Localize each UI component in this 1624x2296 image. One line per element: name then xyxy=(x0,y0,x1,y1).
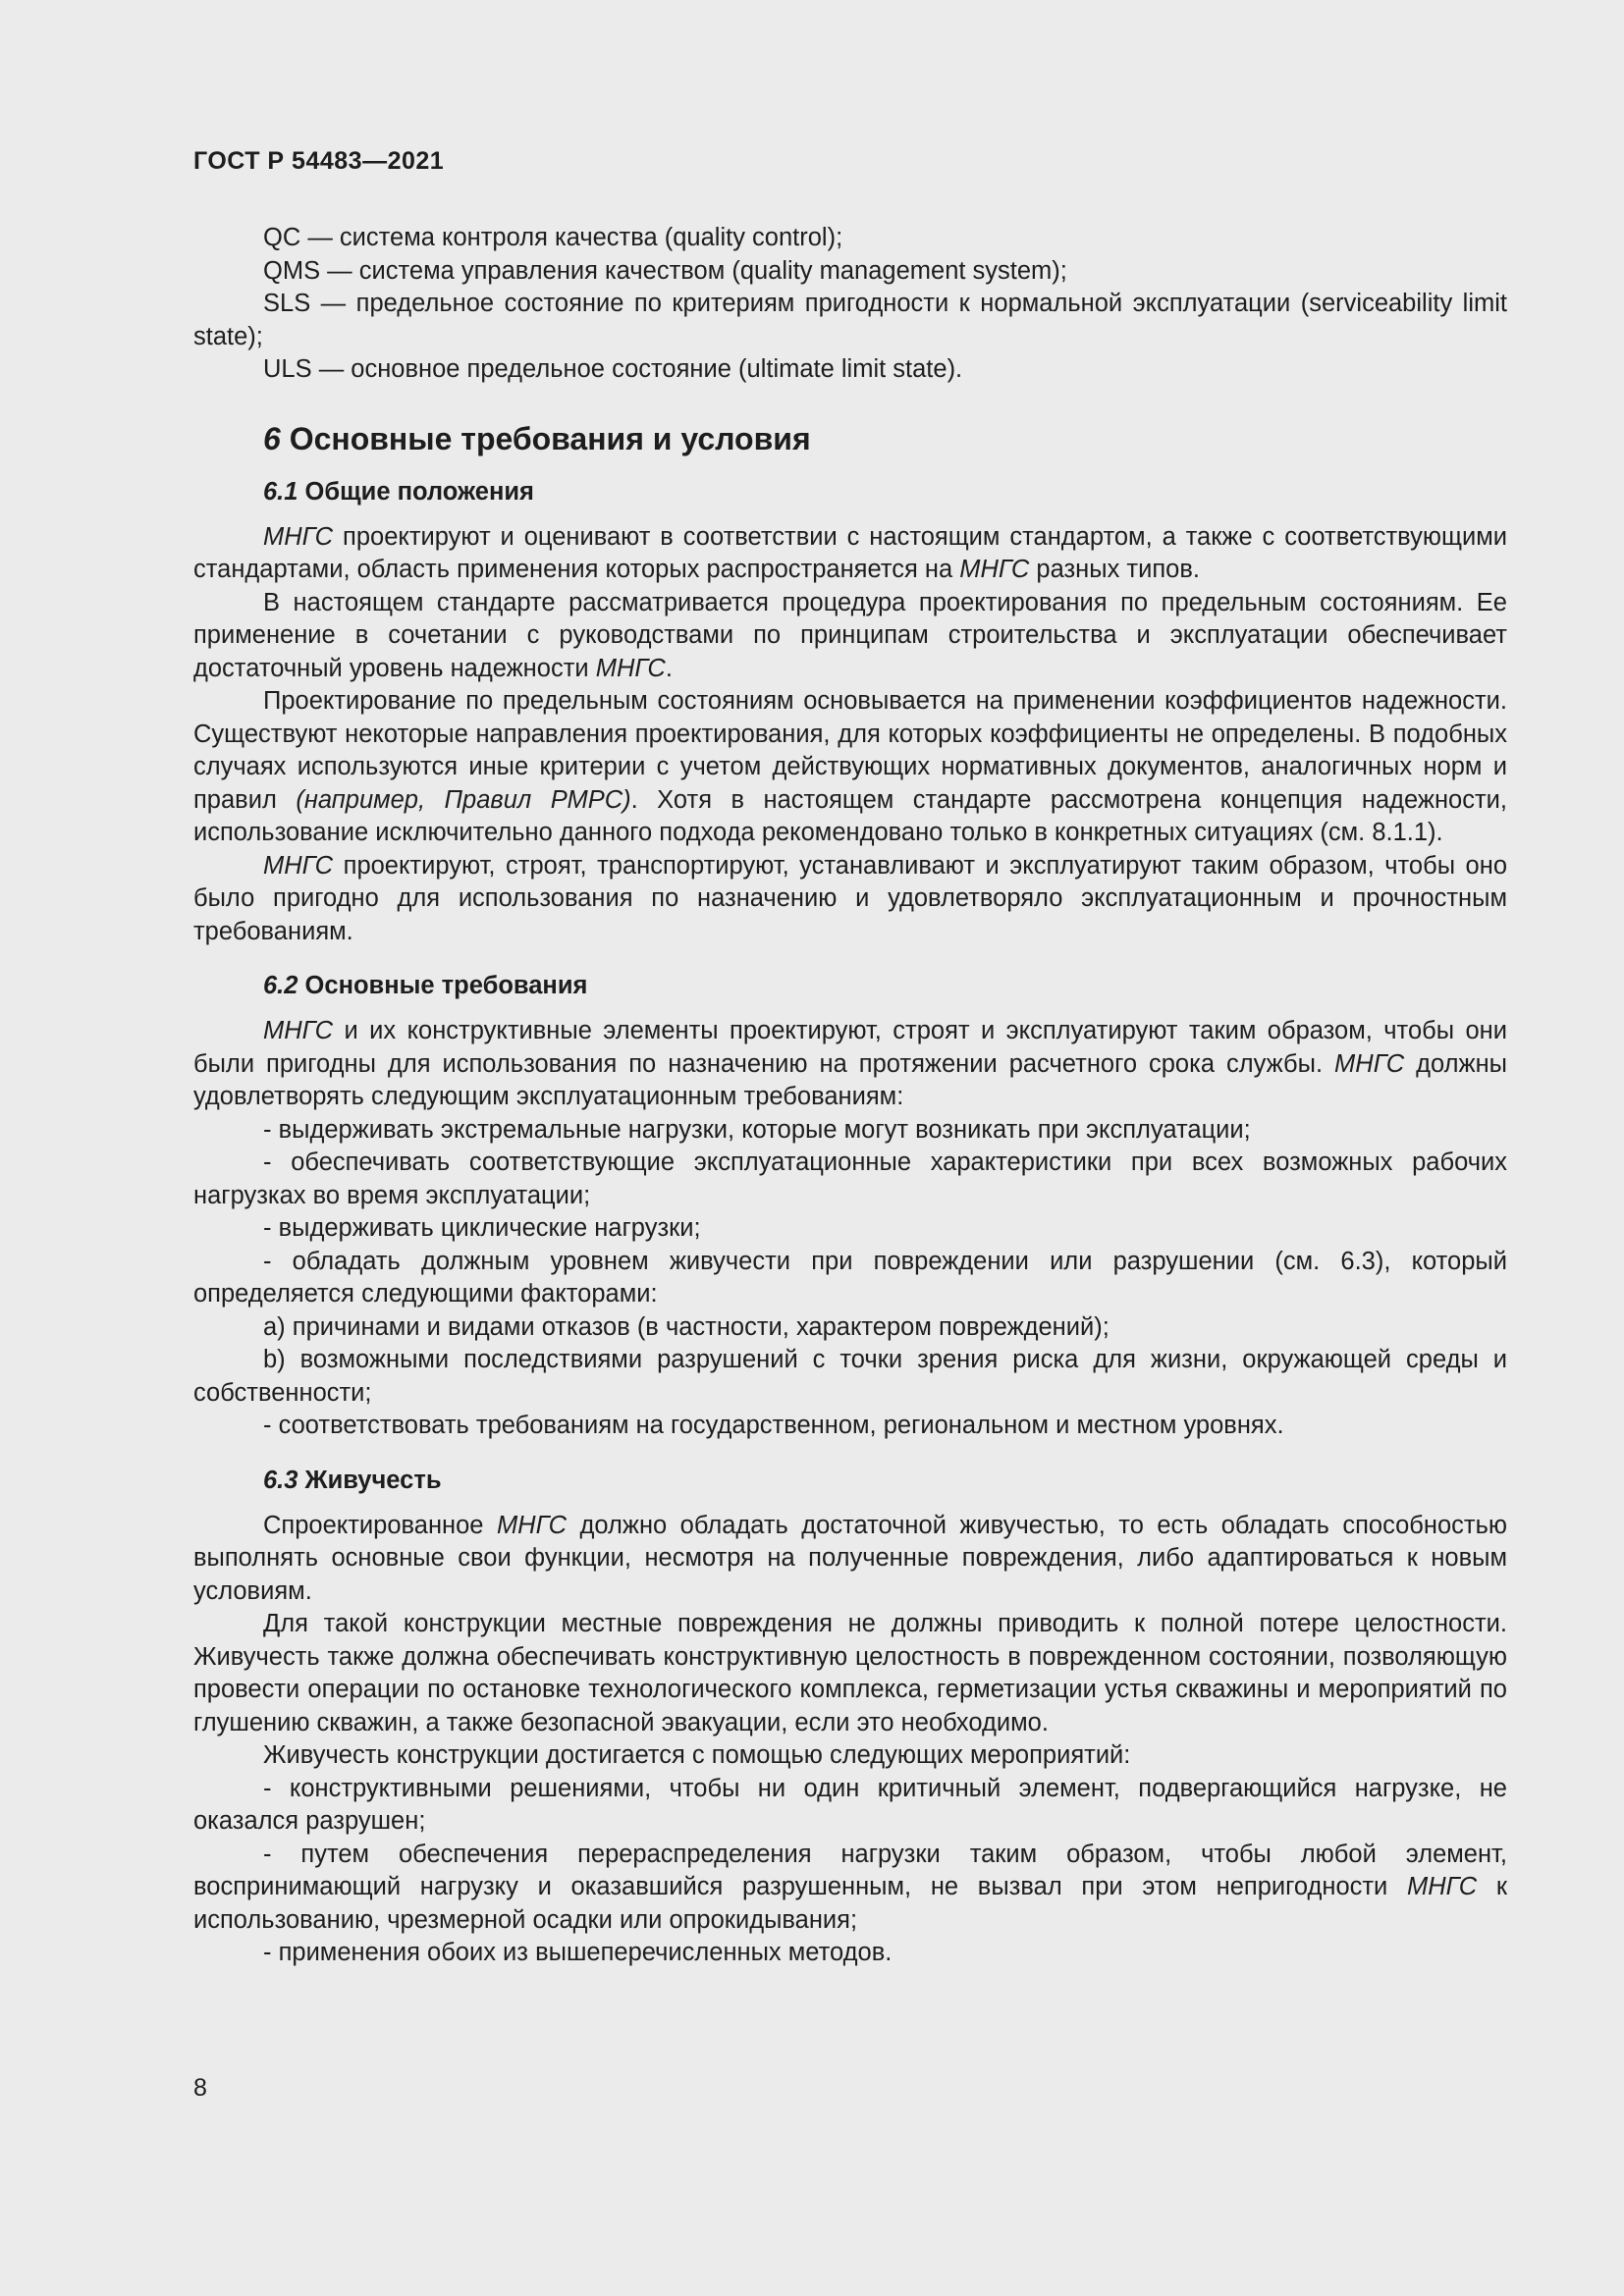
list-item: - выдерживать циклические нагрузки; xyxy=(263,1214,701,1242)
subsection-6-3-heading xyxy=(263,1465,1507,1497)
paragraph: МНГС проектируют и оценивают в соответствии с настоящим стандартом, а также с соответствующими стандартами, область применения которых распространяется на МНГС разных типов. xyxy=(193,522,1507,583)
paragraph: Спроектированное МНГС должно обладать достаточной живучестью, то есть обладать способностью выполнять основные свои функции, несмотря на полученные повреждения, либо адаптироваться к новым условиям. xyxy=(193,1511,1507,1605)
list-item: - обеспечивать соответствующие эксплуатационные характеристики при всех возможных рабочих нагрузках во время эксплуатации; xyxy=(193,1148,1507,1209)
list-item: - соответствовать требованиям на государственном, региональном и местном уровнях. xyxy=(263,1412,1284,1439)
abbreviation-sls: SLS — предельное состояние по критериям пригодности к нормальной эксплуатации (serviceability limit state); xyxy=(193,290,1507,350)
paragraph: Живучесть конструкции достигается с помощью следующих мероприятий: xyxy=(263,1741,1131,1769)
section-6-heading xyxy=(263,419,1507,458)
subsection-title: Общие положения xyxy=(304,477,534,506)
list-item: - конструктивными решениями, чтобы ни один критичный элемент, подвергающийся нагрузке, не оказался разрушен; xyxy=(193,1774,1507,1835)
list-item: b) возможными последствиями разрушений с точки зрения риска для жизни, окружающей среды и собственности; xyxy=(193,1346,1507,1407)
subsection-number: 6.2 xyxy=(263,972,298,999)
abbreviation-uls: ULS — основное предельное состояние (ultimate limit state). xyxy=(263,355,963,383)
paragraph: В настоящем стандарте рассматривается процедура проектирования по предельным состояниям. Ее применение в сочетании с руководствами по принципам строительства и эксплуатации обеспечивает достаточный уровень надежности МНГС. xyxy=(193,588,1507,682)
page-number: 8 xyxy=(193,2074,207,2102)
abbreviation-qc: QC — система контроля качества (quality control); xyxy=(263,224,843,251)
list-item: - применения обоих из вышеперечисленных методов. xyxy=(263,1939,893,1966)
section-title: Основные требования и условия xyxy=(289,420,811,456)
document-code-header: ГОСТ Р 54483—2021 xyxy=(193,147,445,175)
section-number: 6 xyxy=(263,420,281,456)
subsection-6-1-heading xyxy=(263,476,1507,508)
document-body xyxy=(193,222,1507,1970)
subsection-number: 6.1 xyxy=(263,477,298,506)
paragraph: МНГС и их конструктивные элементы проектируют, строят и эксплуатируют таким образом, чтобы они были пригодны для использования по назначению на протяжении расчетного срока службы. МНГС должны удовлетворять следующим эксплуатационным требованиям: xyxy=(193,1017,1507,1110)
list-item: - обладать должным уровнем живучести при повреждении или разрушении (см. 6.3), который определяется следующими факторами: xyxy=(193,1247,1507,1308)
list-item: a) причинами и видами отказов (в частности, характером повреждений); xyxy=(263,1312,1110,1341)
subsection-title: Основные требования xyxy=(304,972,588,999)
list-item: - путем обеспечения перераспределения нагрузки таким образом, чтобы любой элемент, воспринимающий нагрузку и оказавшийся разрушенным, не вызвал при этом непригодности МНГС к использованию, чрезмерной осадки или опрокидывания; xyxy=(193,1840,1507,1934)
paragraph: Для такой конструкции местные повреждения не должны приводить к полной потере целостности. Живучесть также должна обеспечивать конструктивную целостность в поврежденном состоянии, позволяющую провести операции по остановке технологического комплекса, герметизации устья скважины и мероприятий по глушению скважин, а также безопасной эвакуации, если это необходимо. xyxy=(193,1610,1507,1736)
abbreviation-qms: QMS — система управления качеством (quality management system); xyxy=(263,256,1067,285)
subsection-title: Живучесть xyxy=(304,1466,442,1494)
paragraph: МНГС проектируют, строят, транспортируют, устанавливают и эксплуатируют таким образом, чтобы оно было пригодно для использования по назначению и удовлетворяло эксплуатационным и прочностным требованиям. xyxy=(193,851,1507,945)
paragraph: Проектирование по предельным состояниям основывается на применении коэффициентов надежности. Существуют некоторые направления проектирования, для которых коэффициенты не определены. В подобных случаях используются иные критерии с учетом действующих нормативных документов, аналогичных норм и правил (например, Правил РМРС). Хотя в настоящем стандарте рассмотрена концепция надежности, использование исключительно данного подхода рекомендовано только в конкретных ситуациях (см. 8.1.1). xyxy=(193,687,1507,846)
subsection-6-2-heading xyxy=(263,970,1507,1002)
subsection-number: 6.3 xyxy=(263,1466,298,1494)
list-item: - выдерживать экстремальные нагрузки, которые могут возникать при эксплуатации; xyxy=(263,1115,1251,1144)
